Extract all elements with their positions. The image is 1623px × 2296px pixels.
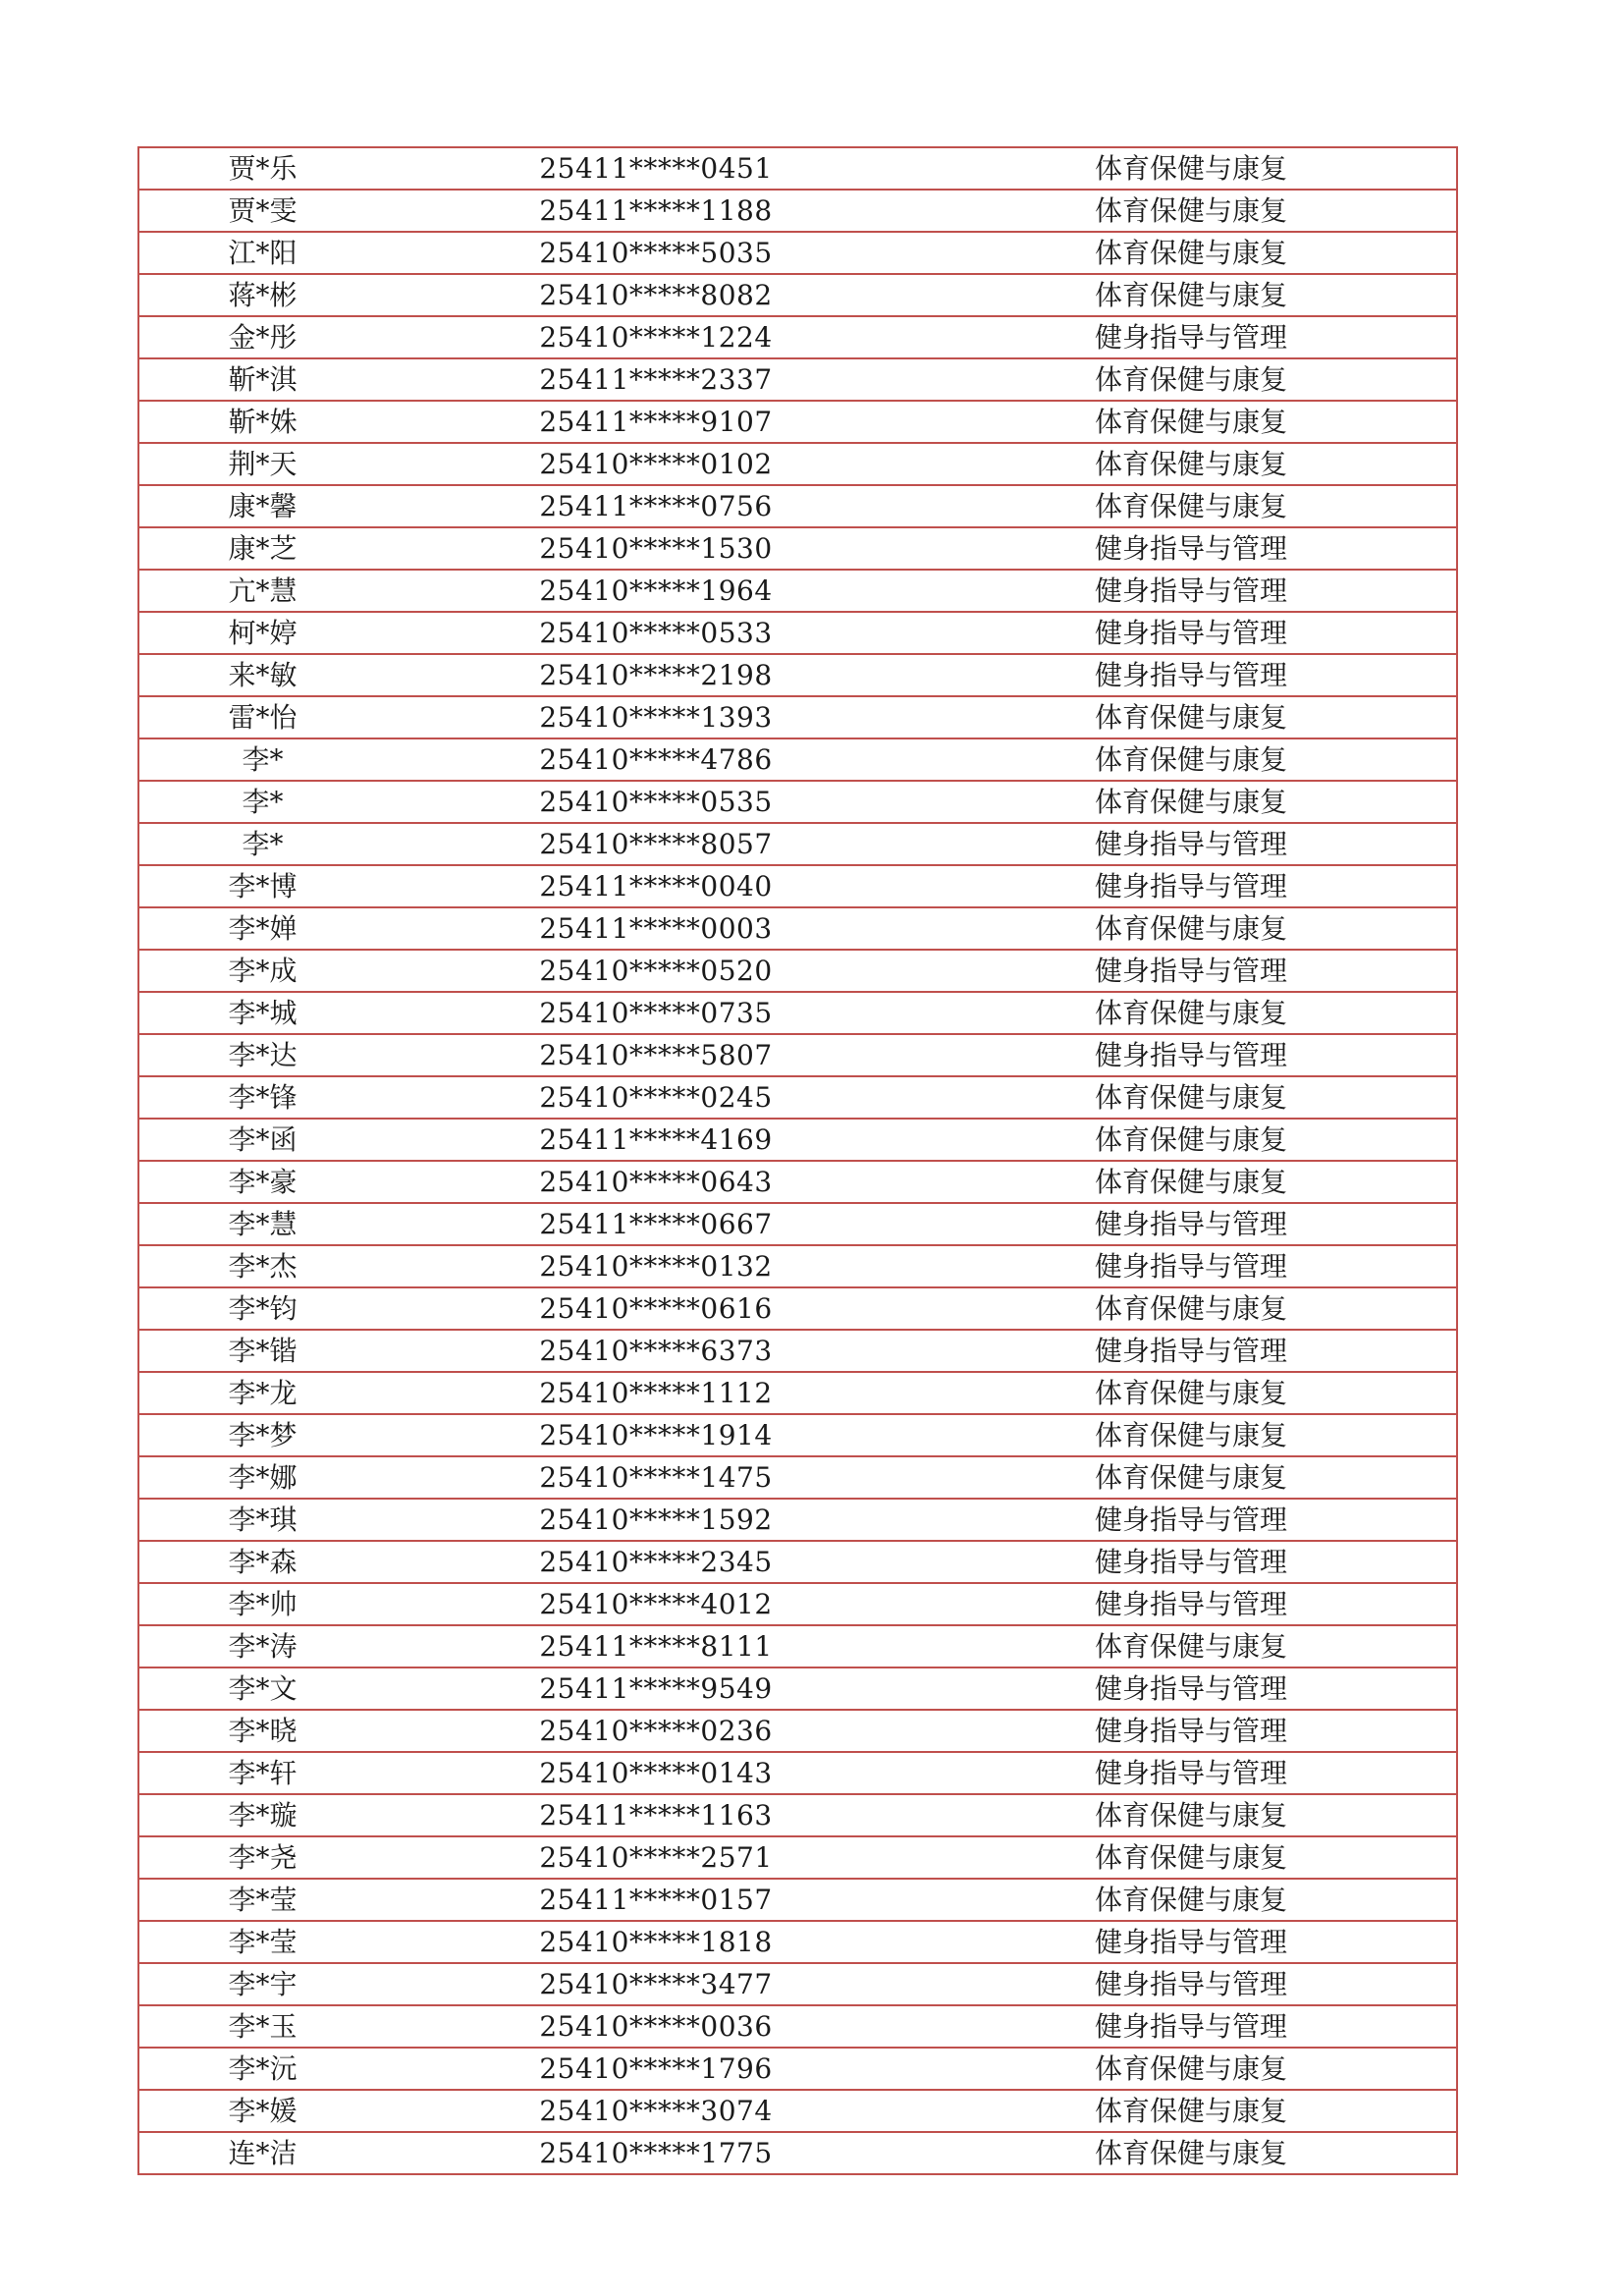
- major-cell: 健身指导与管理: [926, 1203, 1457, 1245]
- student-id-cell: 25411*****0003: [386, 907, 926, 950]
- student-name-cell: 江*阳: [138, 232, 386, 274]
- student-id-cell: 25410*****1475: [386, 1456, 926, 1499]
- student-name-cell: 李*涛: [138, 1625, 386, 1667]
- table-row: [138, 443, 1457, 485]
- student-name-cell: 李*玉: [138, 2005, 386, 2048]
- student-id-cell: 25411*****0451: [386, 147, 926, 190]
- major-cell: 体育保健与康复: [926, 1794, 1457, 1836]
- major-cell: 健身指导与管理: [926, 1245, 1457, 1287]
- major-cell: 体育保健与康复: [926, 485, 1457, 527]
- student-id-cell: 25410*****1796: [386, 2048, 926, 2090]
- major-cell: 体育保健与康复: [926, 443, 1457, 485]
- table-row: [138, 1245, 1457, 1287]
- student-name-cell: 李*函: [138, 1119, 386, 1161]
- major-cell: 体育保健与康复: [926, 274, 1457, 316]
- table-row: [138, 570, 1457, 612]
- student-id-cell: 25410*****3477: [386, 1963, 926, 2005]
- student-name-cell: 金*彤: [138, 316, 386, 358]
- student-id-cell: 25410*****2345: [386, 1541, 926, 1583]
- student-id-cell: 25410*****1775: [386, 2132, 926, 2174]
- major-cell: 体育保健与康复: [926, 907, 1457, 950]
- student-name-cell: 李*媛: [138, 2090, 386, 2132]
- student-id-cell: 25410*****0520: [386, 950, 926, 992]
- major-cell: 健身指导与管理: [926, 1667, 1457, 1710]
- major-cell: 体育保健与康复: [926, 781, 1457, 823]
- table-row: [138, 823, 1457, 865]
- table-row: [138, 1119, 1457, 1161]
- major-cell: 健身指导与管理: [926, 1752, 1457, 1794]
- major-cell: 健身指导与管理: [926, 1710, 1457, 1752]
- major-cell: 体育保健与康复: [926, 2090, 1457, 2132]
- table-row: [138, 316, 1457, 358]
- major-cell: 健身指导与管理: [926, 1921, 1457, 1963]
- table-row: [138, 1667, 1457, 1710]
- table-row: [138, 1879, 1457, 1921]
- table-row: [138, 1161, 1457, 1203]
- major-cell: 体育保健与康复: [926, 190, 1457, 232]
- table-row: [138, 738, 1457, 781]
- table-row: [138, 358, 1457, 401]
- table-row: [138, 696, 1457, 738]
- student-id-cell: 25411*****1163: [386, 1794, 926, 1836]
- student-id-cell: 25410*****0535: [386, 781, 926, 823]
- major-cell: 体育保健与康复: [926, 696, 1457, 738]
- student-name-cell: 柯*婷: [138, 612, 386, 654]
- major-cell: 体育保健与康复: [926, 1287, 1457, 1330]
- major-cell: 体育保健与康复: [926, 738, 1457, 781]
- table-row: [138, 1921, 1457, 1963]
- major-cell: 体育保健与康复: [926, 232, 1457, 274]
- student-name-cell: 李*琪: [138, 1499, 386, 1541]
- table-row: [138, 1414, 1457, 1456]
- student-name-cell: 李*帅: [138, 1583, 386, 1625]
- table-row: [138, 865, 1457, 907]
- major-cell: 健身指导与管理: [926, 1499, 1457, 1541]
- student-name-cell: 雷*怡: [138, 696, 386, 738]
- student-name-cell: 李*梦: [138, 1414, 386, 1456]
- student-name-cell: 李*豪: [138, 1161, 386, 1203]
- table-row: [138, 1836, 1457, 1879]
- student-name-cell: 李*尧: [138, 1836, 386, 1879]
- student-name-cell: 靳*淇: [138, 358, 386, 401]
- admission-list-table: [137, 146, 1458, 2175]
- table-row: [138, 274, 1457, 316]
- student-id-cell: 25410*****1393: [386, 696, 926, 738]
- table-row: [138, 1203, 1457, 1245]
- student-name-cell: 李*博: [138, 865, 386, 907]
- table-row: [138, 1794, 1457, 1836]
- major-cell: 体育保健与康复: [926, 1879, 1457, 1921]
- student-name-cell: 李*婵: [138, 907, 386, 950]
- major-cell: 健身指导与管理: [926, 527, 1457, 570]
- major-cell: 体育保健与康复: [926, 2048, 1457, 2090]
- student-name-cell: 李*成: [138, 950, 386, 992]
- table-row: [138, 1583, 1457, 1625]
- major-cell: 健身指导与管理: [926, 1583, 1457, 1625]
- student-name-cell: 李*沅: [138, 2048, 386, 2090]
- student-name-cell: 李*: [138, 738, 386, 781]
- student-id-cell: 25411*****8111: [386, 1625, 926, 1667]
- student-name-cell: 李*龙: [138, 1372, 386, 1414]
- table-row: [138, 612, 1457, 654]
- major-cell: 健身指导与管理: [926, 1034, 1457, 1076]
- student-id-cell: 25410*****0643: [386, 1161, 926, 1203]
- major-cell: 健身指导与管理: [926, 1963, 1457, 2005]
- major-cell: 体育保健与康复: [926, 1372, 1457, 1414]
- student-name-cell: 李*晓: [138, 1710, 386, 1752]
- student-id-cell: 25410*****4012: [386, 1583, 926, 1625]
- major-cell: 体育保健与康复: [926, 147, 1457, 190]
- major-cell: 体育保健与康复: [926, 1414, 1457, 1456]
- student-id-cell: 25410*****2571: [386, 1836, 926, 1879]
- student-name-cell: 李*杰: [138, 1245, 386, 1287]
- table-row: [138, 1710, 1457, 1752]
- student-name-cell: 靳*姝: [138, 401, 386, 443]
- student-name-cell: 李*达: [138, 1034, 386, 1076]
- major-cell: 体育保健与康复: [926, 992, 1457, 1034]
- table-row: [138, 654, 1457, 696]
- student-id-cell: 25410*****8057: [386, 823, 926, 865]
- table-row: [138, 232, 1457, 274]
- student-name-cell: 李*宇: [138, 1963, 386, 2005]
- student-name-cell: 康*芝: [138, 527, 386, 570]
- student-id-cell: 25410*****0036: [386, 2005, 926, 2048]
- student-id-cell: 25410*****0245: [386, 1076, 926, 1119]
- student-id-cell: 25410*****0533: [386, 612, 926, 654]
- student-id-cell: 25410*****5807: [386, 1034, 926, 1076]
- student-id-cell: 25410*****0102: [386, 443, 926, 485]
- student-name-cell: 亢*慧: [138, 570, 386, 612]
- student-id-cell: 25411*****0756: [386, 485, 926, 527]
- student-name-cell: 李*森: [138, 1541, 386, 1583]
- student-name-cell: 荆*天: [138, 443, 386, 485]
- student-id-cell: 25411*****1188: [386, 190, 926, 232]
- table-body: [138, 147, 1457, 2174]
- table-row: [138, 2005, 1457, 2048]
- table-row: [138, 2132, 1457, 2174]
- student-name-cell: 李*慧: [138, 1203, 386, 1245]
- student-id-cell: 25410*****1818: [386, 1921, 926, 1963]
- table-row: [138, 1541, 1457, 1583]
- table-row: [138, 1625, 1457, 1667]
- student-id-cell: 25410*****0143: [386, 1752, 926, 1794]
- table-row: [138, 2048, 1457, 2090]
- table-row: [138, 1456, 1457, 1499]
- table-row: [138, 147, 1457, 190]
- student-name-cell: 李*城: [138, 992, 386, 1034]
- table-row: [138, 907, 1457, 950]
- student-id-cell: 25411*****0040: [386, 865, 926, 907]
- student-name-cell: 李*璇: [138, 1794, 386, 1836]
- student-id-cell: 25410*****1112: [386, 1372, 926, 1414]
- major-cell: 健身指导与管理: [926, 865, 1457, 907]
- student-id-cell: 25410*****0236: [386, 1710, 926, 1752]
- table-row: [138, 2090, 1457, 2132]
- student-name-cell: 来*敏: [138, 654, 386, 696]
- student-name-cell: 贾*雯: [138, 190, 386, 232]
- major-cell: 健身指导与管理: [926, 654, 1457, 696]
- student-id-cell: 25410*****3074: [386, 2090, 926, 2132]
- major-cell: 体育保健与康复: [926, 358, 1457, 401]
- student-id-cell: 25411*****0157: [386, 1879, 926, 1921]
- student-id-cell: 25411*****4169: [386, 1119, 926, 1161]
- table-row: [138, 781, 1457, 823]
- student-name-cell: 康*馨: [138, 485, 386, 527]
- student-id-cell: 25411*****9107: [386, 401, 926, 443]
- table-row: [138, 950, 1457, 992]
- major-cell: 体育保健与康复: [926, 1456, 1457, 1499]
- table-row: [138, 1372, 1457, 1414]
- major-cell: 体育保健与康复: [926, 1076, 1457, 1119]
- student-name-cell: 连*洁: [138, 2132, 386, 2174]
- table-row: [138, 1076, 1457, 1119]
- student-id-cell: 25410*****2198: [386, 654, 926, 696]
- major-cell: 健身指导与管理: [926, 612, 1457, 654]
- table-row: [138, 1287, 1457, 1330]
- student-id-cell: 25410*****0132: [386, 1245, 926, 1287]
- major-cell: 体育保健与康复: [926, 2132, 1457, 2174]
- student-name-cell: 李*锋: [138, 1076, 386, 1119]
- table-row: [138, 1034, 1457, 1076]
- major-cell: 健身指导与管理: [926, 823, 1457, 865]
- student-id-cell: 25410*****1964: [386, 570, 926, 612]
- student-name-cell: 李*文: [138, 1667, 386, 1710]
- student-id-cell: 25410*****0616: [386, 1287, 926, 1330]
- student-name-cell: 李*娜: [138, 1456, 386, 1499]
- student-id-cell: 25410*****1224: [386, 316, 926, 358]
- table-row: [138, 1752, 1457, 1794]
- student-name-cell: 蒋*彬: [138, 274, 386, 316]
- major-cell: 体育保健与康复: [926, 1836, 1457, 1879]
- major-cell: 健身指导与管理: [926, 1541, 1457, 1583]
- student-id-cell: 25410*****5035: [386, 232, 926, 274]
- student-id-cell: 25411*****0667: [386, 1203, 926, 1245]
- table-row: [138, 1330, 1457, 1372]
- student-name-cell: 李*: [138, 781, 386, 823]
- table-row: [138, 1499, 1457, 1541]
- student-name-cell: 李*钧: [138, 1287, 386, 1330]
- student-id-cell: 25410*****1592: [386, 1499, 926, 1541]
- table-row: [138, 401, 1457, 443]
- major-cell: 健身指导与管理: [926, 570, 1457, 612]
- table-row: [138, 527, 1457, 570]
- major-cell: 健身指导与管理: [926, 316, 1457, 358]
- major-cell: 体育保健与康复: [926, 1119, 1457, 1161]
- student-name-cell: 李*锴: [138, 1330, 386, 1372]
- student-name-cell: 贾*乐: [138, 147, 386, 190]
- major-cell: 体育保健与康复: [926, 401, 1457, 443]
- student-id-cell: 25410*****0735: [386, 992, 926, 1034]
- student-name-cell: 李*莹: [138, 1879, 386, 1921]
- student-name-cell: 李*轩: [138, 1752, 386, 1794]
- student-id-cell: 25410*****1914: [386, 1414, 926, 1456]
- table-row: [138, 190, 1457, 232]
- student-id-cell: 25410*****1530: [386, 527, 926, 570]
- table-row: [138, 1963, 1457, 2005]
- table-row: [138, 992, 1457, 1034]
- student-id-cell: 25410*****6373: [386, 1330, 926, 1372]
- major-cell: 体育保健与康复: [926, 1625, 1457, 1667]
- table-row: [138, 485, 1457, 527]
- major-cell: 健身指导与管理: [926, 950, 1457, 992]
- student-id-cell: 25410*****8082: [386, 274, 926, 316]
- student-name-cell: 李*: [138, 823, 386, 865]
- student-id-cell: 25411*****9549: [386, 1667, 926, 1710]
- student-id-cell: 25411*****2337: [386, 358, 926, 401]
- student-name-cell: 李*莹: [138, 1921, 386, 1963]
- major-cell: 健身指导与管理: [926, 2005, 1457, 2048]
- major-cell: 体育保健与康复: [926, 1161, 1457, 1203]
- student-id-cell: 25410*****4786: [386, 738, 926, 781]
- major-cell: 健身指导与管理: [926, 1330, 1457, 1372]
